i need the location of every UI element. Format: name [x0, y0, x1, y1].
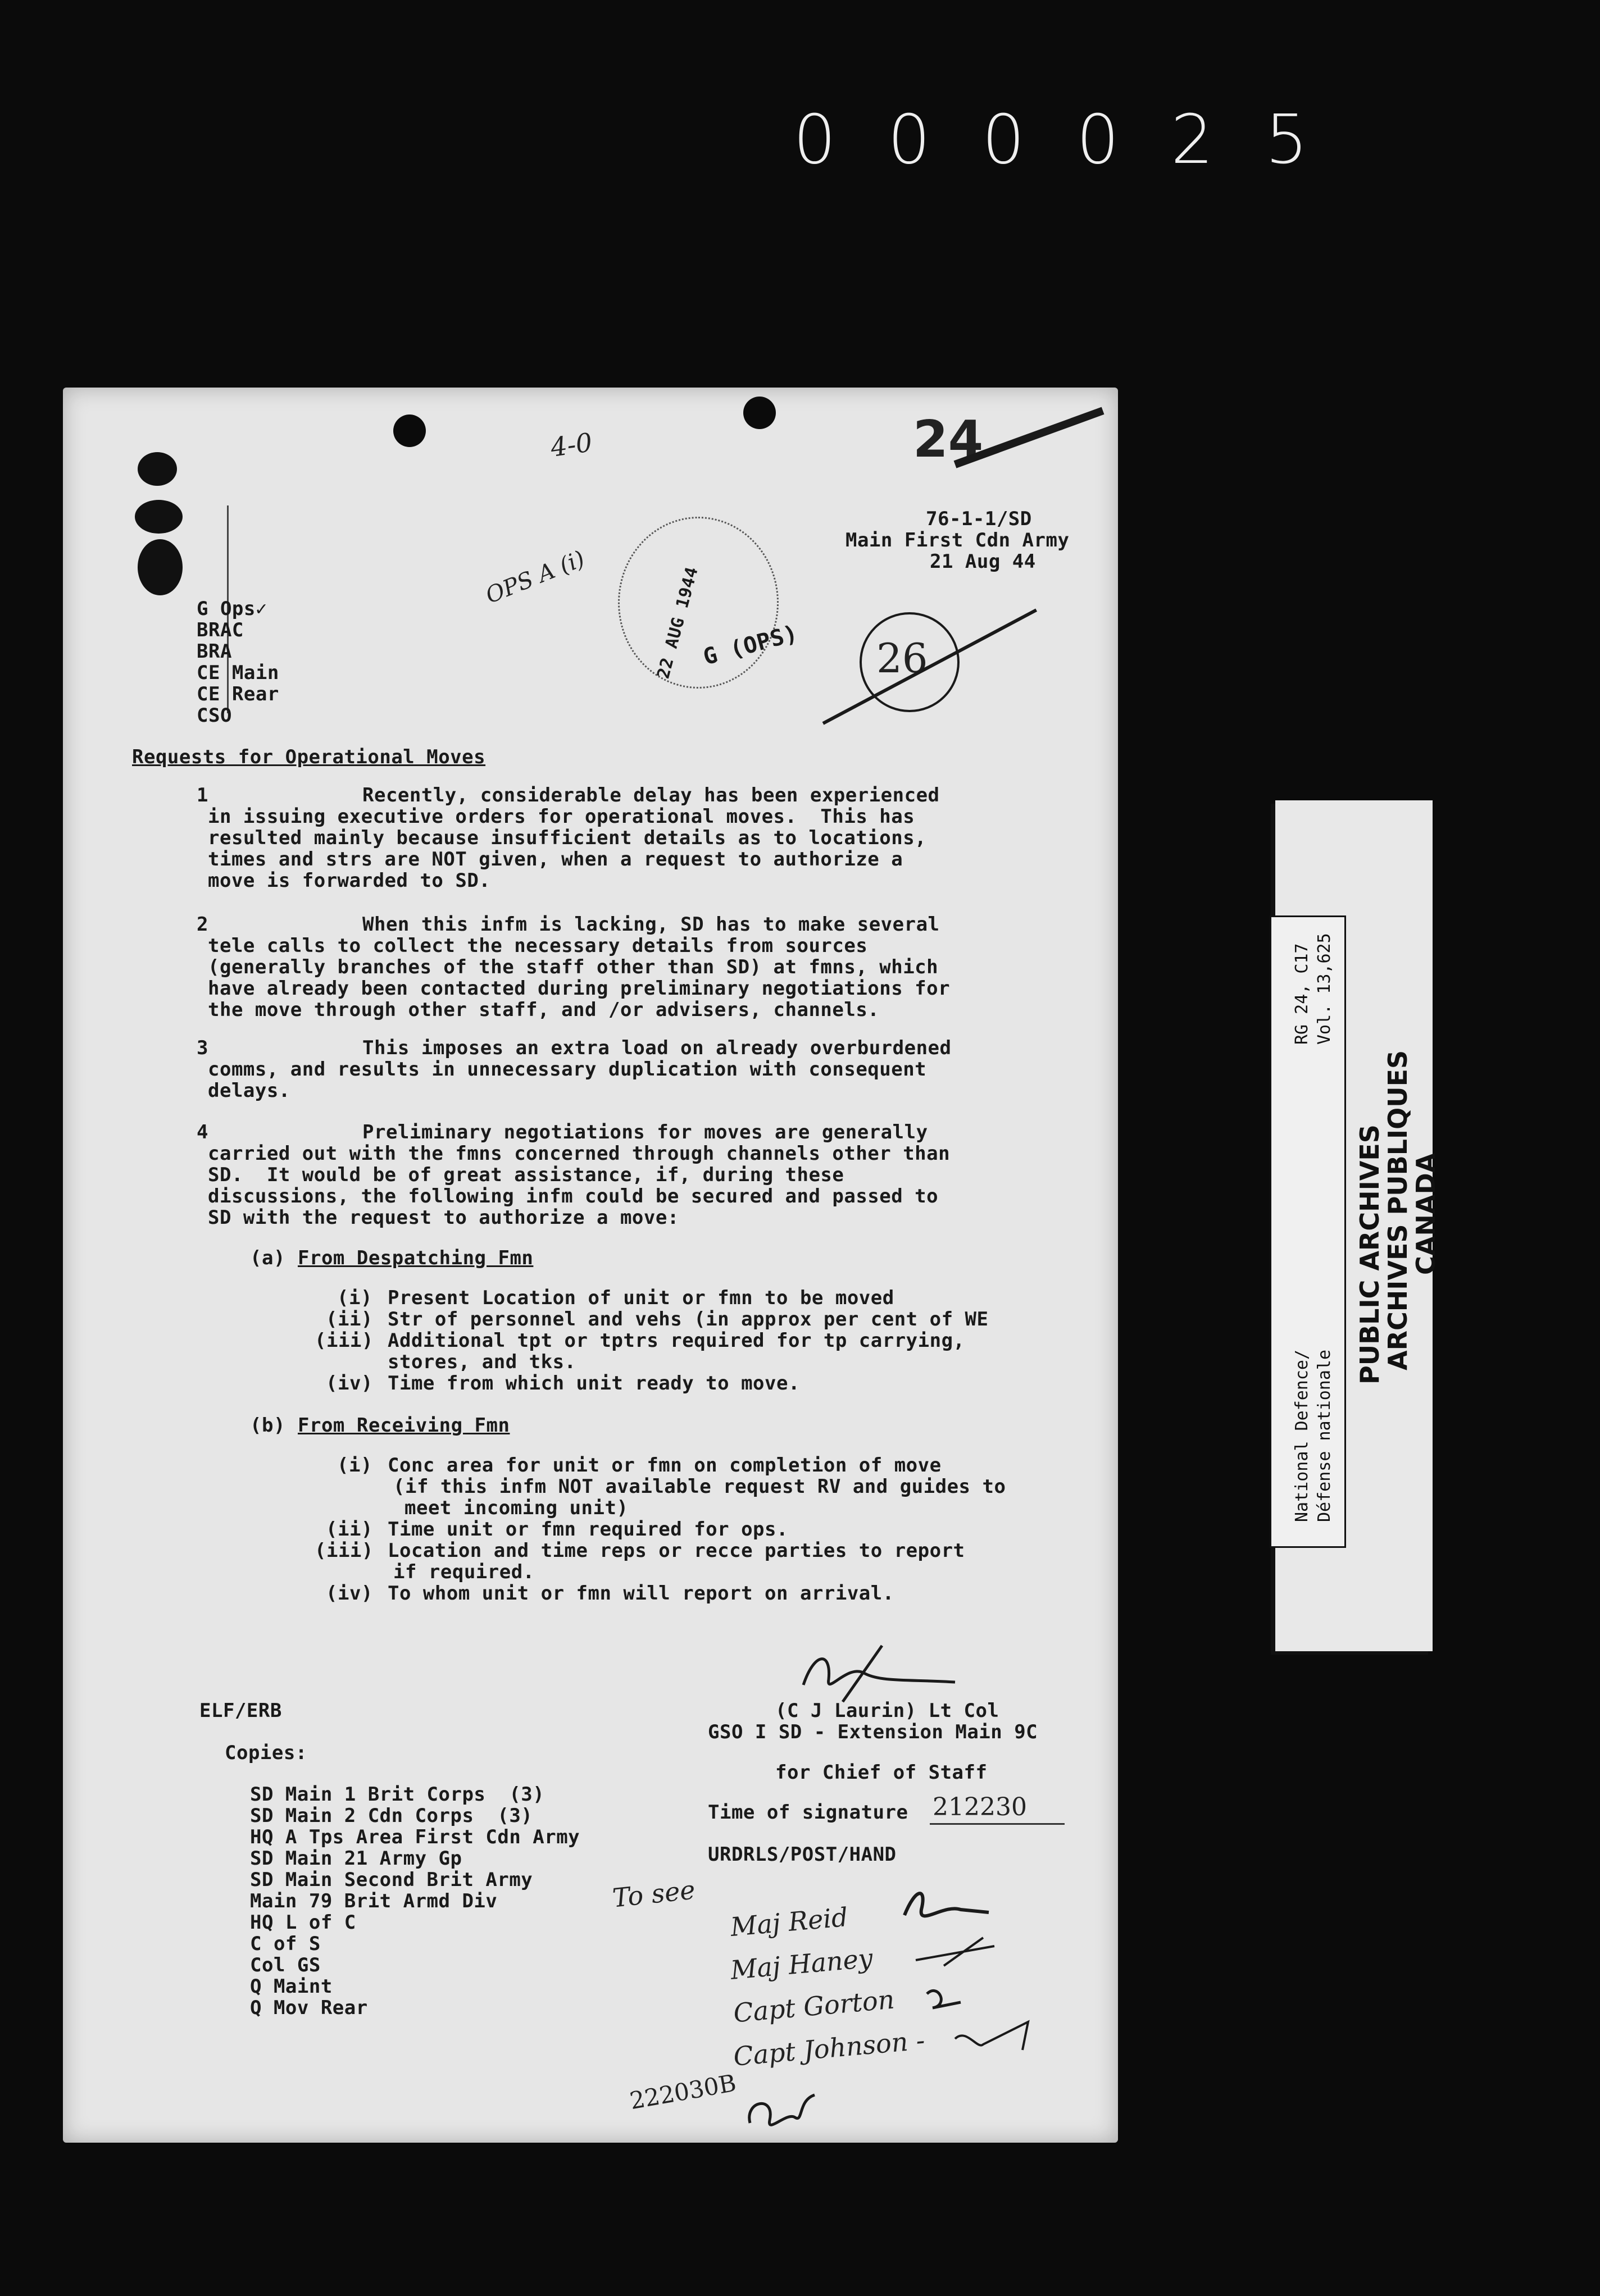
paragraph-line: SD. It would be of great assistance, if, during these: [208, 1164, 844, 1186]
received-stamp: [618, 517, 779, 689]
addressee: G Ops✓: [197, 598, 267, 620]
addressee: BRA: [197, 640, 232, 663]
archive-volume: Vol. 13,625: [1315, 933, 1334, 1045]
archive-department-fr: Défense nationale: [1315, 1349, 1334, 1522]
paragraph-line: resulted mainly because insufficient details as to locations,: [208, 827, 927, 849]
list-item-text: Time from which unit ready to move.: [388, 1372, 800, 1395]
paragraph-line: Recently, considerable delay has been experienced: [362, 784, 940, 807]
punch-hole: [393, 414, 426, 447]
archive-department-en: National Defence/: [1292, 1349, 1312, 1522]
handwritten-routing-name: Capt Gorton: [732, 1984, 896, 2029]
section-heading: From Receiving Fmn: [298, 1414, 510, 1437]
copy-recipient: HQ A Tps Area First Cdn Army: [250, 1826, 580, 1848]
list-item-text: Present Location of unit or fmn to be moved: [388, 1287, 894, 1309]
frame-digit: 0: [793, 101, 837, 179]
handwritten-routing-name: Maj Haney: [729, 1943, 874, 1985]
list-item-number: (iv): [326, 1582, 373, 1605]
list-item-number: (iii): [315, 1329, 374, 1352]
paragraph-line: SD with the request to authorize a move:: [208, 1206, 679, 1229]
copy-recipient: SD Main 21 Army Gp: [250, 1847, 462, 1870]
list-item-number: (i): [337, 1454, 372, 1477]
signer-name: (C J Laurin) Lt Col: [775, 1700, 999, 1722]
signature-time-underline: [930, 1823, 1065, 1825]
margin-mark: [138, 539, 183, 595]
list-item-number: (iii): [315, 1539, 374, 1562]
paragraph-line: tele calls to collect the necessary details from sources: [208, 935, 868, 957]
list-item-text: if required.: [393, 1561, 535, 1583]
paragraph-line: times and strs are NOT given, when a request to authorize a: [208, 848, 903, 871]
list-item-text: Additional tpt or tptrs required for tp carrying,: [388, 1329, 965, 1352]
list-item-text: meet incoming unit): [404, 1497, 629, 1519]
list-item-text: Location and time reps or recce parties to report: [388, 1539, 965, 1562]
time-of-signature-label: Time of signature: [708, 1801, 908, 1824]
paragraph-number: 2: [197, 913, 208, 936]
stamp-office: G (OPS): [700, 620, 801, 671]
paragraph-line: carried out with the fmns concerned through channels other than: [208, 1142, 951, 1165]
list-item-number: (iv): [326, 1372, 373, 1395]
handwritten-initials: [893, 1882, 1039, 2061]
copy-recipient: Col GS: [250, 1954, 321, 1976]
frame-digit: 5: [1265, 101, 1308, 179]
paragraph-number: 1: [197, 784, 208, 807]
signature-scribble: [798, 1640, 966, 1707]
copy-recipient: HQ L of C: [250, 1911, 356, 1934]
copy-recipient: SD Main Second Brit Army: [250, 1869, 533, 1891]
archive-reference: RG 24, C17: [1292, 943, 1312, 1045]
copy-recipient: Q Maint: [250, 1975, 333, 1998]
paragraph-line: have already been contacted during preliminary negotiations for: [208, 977, 951, 1000]
list-item-number: (ii): [326, 1308, 373, 1331]
dispatch-method: URDRLS/POST/HAND: [708, 1843, 897, 1866]
paragraph-number: 3: [197, 1037, 208, 1059]
section-heading: From Despatching Fmn: [298, 1247, 534, 1269]
paragraph-line: Preliminary negotiations for moves are generally: [362, 1121, 928, 1144]
addressee: CE Rear: [197, 683, 279, 705]
list-item-text: Conc area for unit or fmn on completion of move: [388, 1454, 942, 1477]
section-label: (a): [250, 1247, 285, 1269]
paragraph-line: When this infm is lacking, SD has to make several: [362, 913, 940, 936]
originating-hq: Main First Cdn Army: [846, 529, 1070, 552]
time-of-signature-value: 212230: [933, 1793, 1027, 1821]
handwritten-page-number: 4-0: [548, 427, 594, 463]
list-item-text: To whom unit or fmn will report on arrival.: [388, 1582, 894, 1605]
copy-recipient: SD Main 1 Brit Corps (3): [250, 1783, 545, 1806]
signer-title: GSO I SD - Extension Main 9C: [708, 1721, 1038, 1743]
frame-digit: 0: [1076, 101, 1120, 179]
reference-initials: ELF/ERB: [199, 1700, 282, 1722]
handwritten-to-see: To see: [611, 1874, 697, 1914]
handwritten-routing-name: Capt Johnson -: [732, 2025, 926, 2072]
archive-name-fr: ARCHIVES PUBLIQUES: [1383, 1050, 1413, 1370]
copy-recipient: C of S: [250, 1933, 321, 1955]
handwritten-initials-bottom: [742, 2089, 820, 2140]
margin-mark: [135, 500, 183, 534]
paragraph-line: the move through other staff, and /or advisers, channels.: [208, 999, 880, 1021]
list-item-text: stores, and tks.: [388, 1351, 576, 1373]
frame-digit: 0: [981, 101, 1025, 179]
handwritten-ops-note: OPS A (i): [482, 545, 589, 609]
paragraph-number: 4: [197, 1121, 208, 1144]
handwritten-routing-name: Maj Reid: [729, 1901, 849, 1943]
frame-digit: 0: [887, 101, 931, 179]
list-item-text: Str of personnel and vehs (in approx per cent of WE: [388, 1308, 989, 1331]
signature-for: for Chief of Staff: [775, 1761, 988, 1784]
list-item-text: (if this infm NOT available request RV and guides to: [393, 1475, 1006, 1498]
handwritten-folio-number: 24: [913, 410, 984, 469]
copy-recipient: Q Mov Rear: [250, 1997, 368, 2019]
list-item-number: (i): [337, 1287, 372, 1309]
copy-recipient: Main 79 Brit Armd Div: [250, 1890, 498, 1912]
paragraph-line: delays.: [208, 1079, 290, 1102]
paragraph-line: (generally branches of the staff other than SD) at fmns, which: [208, 956, 939, 978]
addressee: BRAC: [197, 619, 244, 641]
frame-digit: 2: [1170, 101, 1214, 179]
copy-recipient: SD Main 2 Cdn Corps (3): [250, 1805, 533, 1827]
paragraph-line: This imposes an extra load on already overburdened: [362, 1037, 952, 1059]
archive-country: CANADA: [1411, 1152, 1441, 1275]
margin-mark: [138, 452, 177, 486]
paragraph-line: move is forwarded to SD.: [208, 869, 491, 892]
paragraph-line: comms, and results in unnecessary duplication with consequent: [208, 1058, 927, 1081]
list-item-text: Time unit or fmn required for ops.: [388, 1518, 788, 1541]
file-reference: 76-1-1/SD: [926, 508, 1032, 530]
addressee: CSO: [197, 704, 232, 727]
document-subject: Requests for Operational Moves: [132, 746, 486, 768]
paragraph-line: discussions, the following infm could be secured and passed to: [208, 1185, 939, 1208]
circled-number-text: 26: [876, 635, 928, 682]
paragraph-line: in issuing executive orders for operational moves. This has: [208, 805, 915, 828]
copies-label: Copies:: [225, 1742, 307, 1764]
archive-name-en: PUBLIC ARCHIVES: [1354, 1124, 1385, 1384]
frame-number: [781, 101, 1320, 179]
punch-hole: [743, 397, 776, 429]
document-date: 21 Aug 44: [930, 550, 1036, 573]
section-label: (b): [250, 1414, 285, 1437]
stamp-date: 22 AUG 1944: [653, 564, 702, 681]
handwritten-date-time: 222030B: [628, 2069, 739, 2115]
addressee: CE Main: [197, 662, 279, 684]
list-item-number: (ii): [326, 1518, 373, 1541]
